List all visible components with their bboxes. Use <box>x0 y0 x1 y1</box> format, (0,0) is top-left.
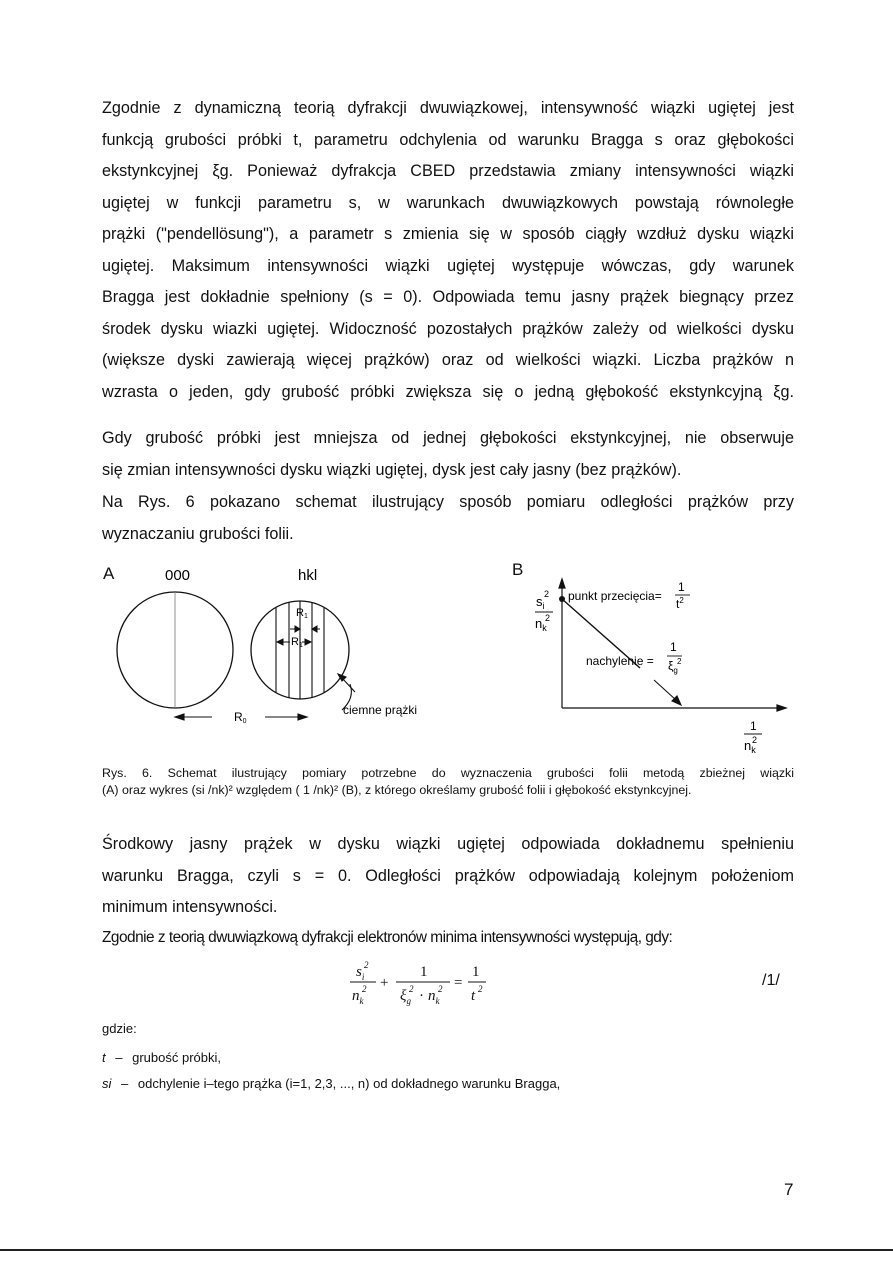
svg-text:2: 2 <box>409 984 414 994</box>
text-line: prążki ("pendellösung"), a parametr s zmienia się w sposób ciągły wzdłuż dysku wiązki <box>102 225 794 243</box>
intercept-t: $t^2$ <box>676 596 684 611</box>
r0-label: R0 <box>234 710 247 725</box>
definition-item <box>102 1050 221 1065</box>
page-bottom-rule <box>0 1249 893 1251</box>
paragraph-2 <box>102 423 794 486</box>
slope-label: nachylenie = <box>586 654 654 668</box>
disk-hkl-label: hkl <box>298 567 318 584</box>
definition-text: grubość próbki, <box>132 1050 221 1065</box>
figure-drawing <box>0 560 893 760</box>
x-axis-one: 1 <box>750 719 757 733</box>
text-line: Gdy grubość próbki jest mniejsza od jednej głębokości ekstynkcyjnej, nie obserwuje <box>102 429 794 447</box>
svg-text:2: 2 <box>364 960 369 970</box>
intercept-one: 1 <box>678 580 685 594</box>
definition-text: odchylenie i–tego prążka (i=1, 2,3, ..., n) od dokładnego warunku Bragga, <box>137 1076 561 1091</box>
definitions-title: gdzie: <box>102 1021 137 1036</box>
svg-text:si: $s_i$ <box>356 964 365 982</box>
text-line: ugiętej. Maksimum intensywności wiązki ugiętej występuje wówczas, gdy warunek <box>102 256 794 275</box>
equation-1 <box>340 956 500 1026</box>
paragraph-4 <box>102 829 794 924</box>
text-line: Środkowy jasny prążek w dysku wiązki ugiętej odpowiada dokładnemu spełnieniu <box>102 835 794 853</box>
intercept-label: punkt przecięcia= <box>568 589 662 603</box>
svg-text:nk: $n_k$ <box>428 988 440 1006</box>
page-number: 7 <box>784 1180 794 1199</box>
definition-symbol: t <box>102 1050 106 1065</box>
svg-text:ξg: $\xi_g$ <box>400 988 411 1006</box>
equation-number: /1/ <box>762 972 780 989</box>
svg-text:·: · <box>419 988 424 1004</box>
definition-symbol: si <box>102 1076 112 1091</box>
svg-text:2: 2 <box>438 984 443 994</box>
text-line: minimum intensywności. <box>102 898 278 916</box>
figure-label-b: B <box>512 560 524 579</box>
x-axis-denominator: $n_k$ <box>744 738 756 755</box>
text-line: Zgodnie z dynamiczną teorią dyfrakcji dwuwiązkowej, intensywność wiązki ugiętej jest <box>102 99 794 117</box>
definition-dash: – <box>115 1050 123 1065</box>
text-line: ekstynkcyjnej ξg. Ponieważ dyfrakcja CBED przedstawia zmiany intensywności wiązki <box>102 162 794 180</box>
text-line: wzrasta o jeden, gdy grubość próbki zwiększa się o jedną głębokość ekstynkcyjną ξg. <box>102 382 794 401</box>
y-axis-exp: 2 <box>544 589 550 599</box>
text-line: się zmian intensywności dysku wiązki ugiętej, dysk jest cały jasny (bez prążków). <box>102 460 682 479</box>
text-line: Bragga jest dokładnie spełniony (s = 0). Odpowiada temu jasny prążek biegnący przez <box>102 288 794 306</box>
text-line: wyznaczaniu grubości folii. <box>102 524 294 543</box>
definition-item <box>102 1076 560 1091</box>
slope-xi-exp: 2 <box>677 657 682 666</box>
slope-one: 1 <box>670 640 677 654</box>
text-line: środek dysku wiazki ugiętej. Widoczność pozostałych prążków zależy od wielkości dysku <box>102 319 794 338</box>
caption-line-2: (A) oraz wykres (si /nk)² względem ( 1 /nk)² (B), z którego określamy grubość folii i głębokość ekstynkcyjnej. <box>102 783 692 797</box>
text-line: (większe dyski zawierają więcej prążków) oraz od wielkości wiązki. Liczba prążków n <box>102 351 794 369</box>
text-line: ugiętej w funkcji parametru s, w warunkach dwuwiązkowych powstają równoległe <box>102 193 794 212</box>
definition-dash: – <box>121 1076 129 1091</box>
x-axis-exp: 2 <box>752 735 758 745</box>
caption-line-1: Rys. 6. Schemat ilustrujący pomiary potrzebne do wyznaczenia grubości folii metodą zbieżnej wiązki <box>102 766 794 780</box>
svg-text:1: 1 <box>420 964 428 980</box>
text-line: funkcją grubości próbki t, parametru odchylenia od warunku Bragga s oraz głębokości <box>102 130 794 149</box>
svg-text:=: = <box>454 975 463 991</box>
y-axis-den-exp: 2 <box>545 613 551 623</box>
figure-caption <box>102 765 794 799</box>
r1-label-lower: R1 <box>291 636 303 649</box>
r1-label: R1 <box>296 607 308 620</box>
svg-text:t: t <box>471 988 476 1004</box>
text-line: Na Rys. 6 pokazano schemat ilustrujący sposób pomiaru odległości prążków przy <box>102 493 794 511</box>
svg-text:+: + <box>380 975 389 991</box>
y-axis-numerator: $s_i$ <box>536 594 545 611</box>
svg-text:2: 2 <box>362 984 367 994</box>
slope-pointer <box>654 680 681 705</box>
paragraph-3 <box>102 487 794 550</box>
y-axis-denominator: $n_k$ <box>535 616 547 633</box>
dark-fringes-label: ciemne prążki <box>343 703 418 717</box>
slope-xi: $\xi_g$ <box>668 659 678 675</box>
paragraph-5: Zgodnie z teorią dwuwiązkową dyfrakcji elektronów minima intensywności występują, gdy: <box>102 929 673 946</box>
r1-arrows <box>290 626 320 632</box>
svg-text:nk: $n_k$ <box>352 988 364 1006</box>
svg-text:2: 2 <box>478 984 483 994</box>
text-line: warunku Bragga, czyli s = 0. Odległości prążków odpowiadają kolejnym położeniom <box>102 866 794 885</box>
figure-6 <box>0 560 893 760</box>
figure-label-a: A <box>103 564 115 583</box>
disk-000-label: 000 <box>165 567 191 584</box>
svg-text:1: 1 <box>472 964 480 980</box>
paragraph-1 <box>102 93 794 408</box>
